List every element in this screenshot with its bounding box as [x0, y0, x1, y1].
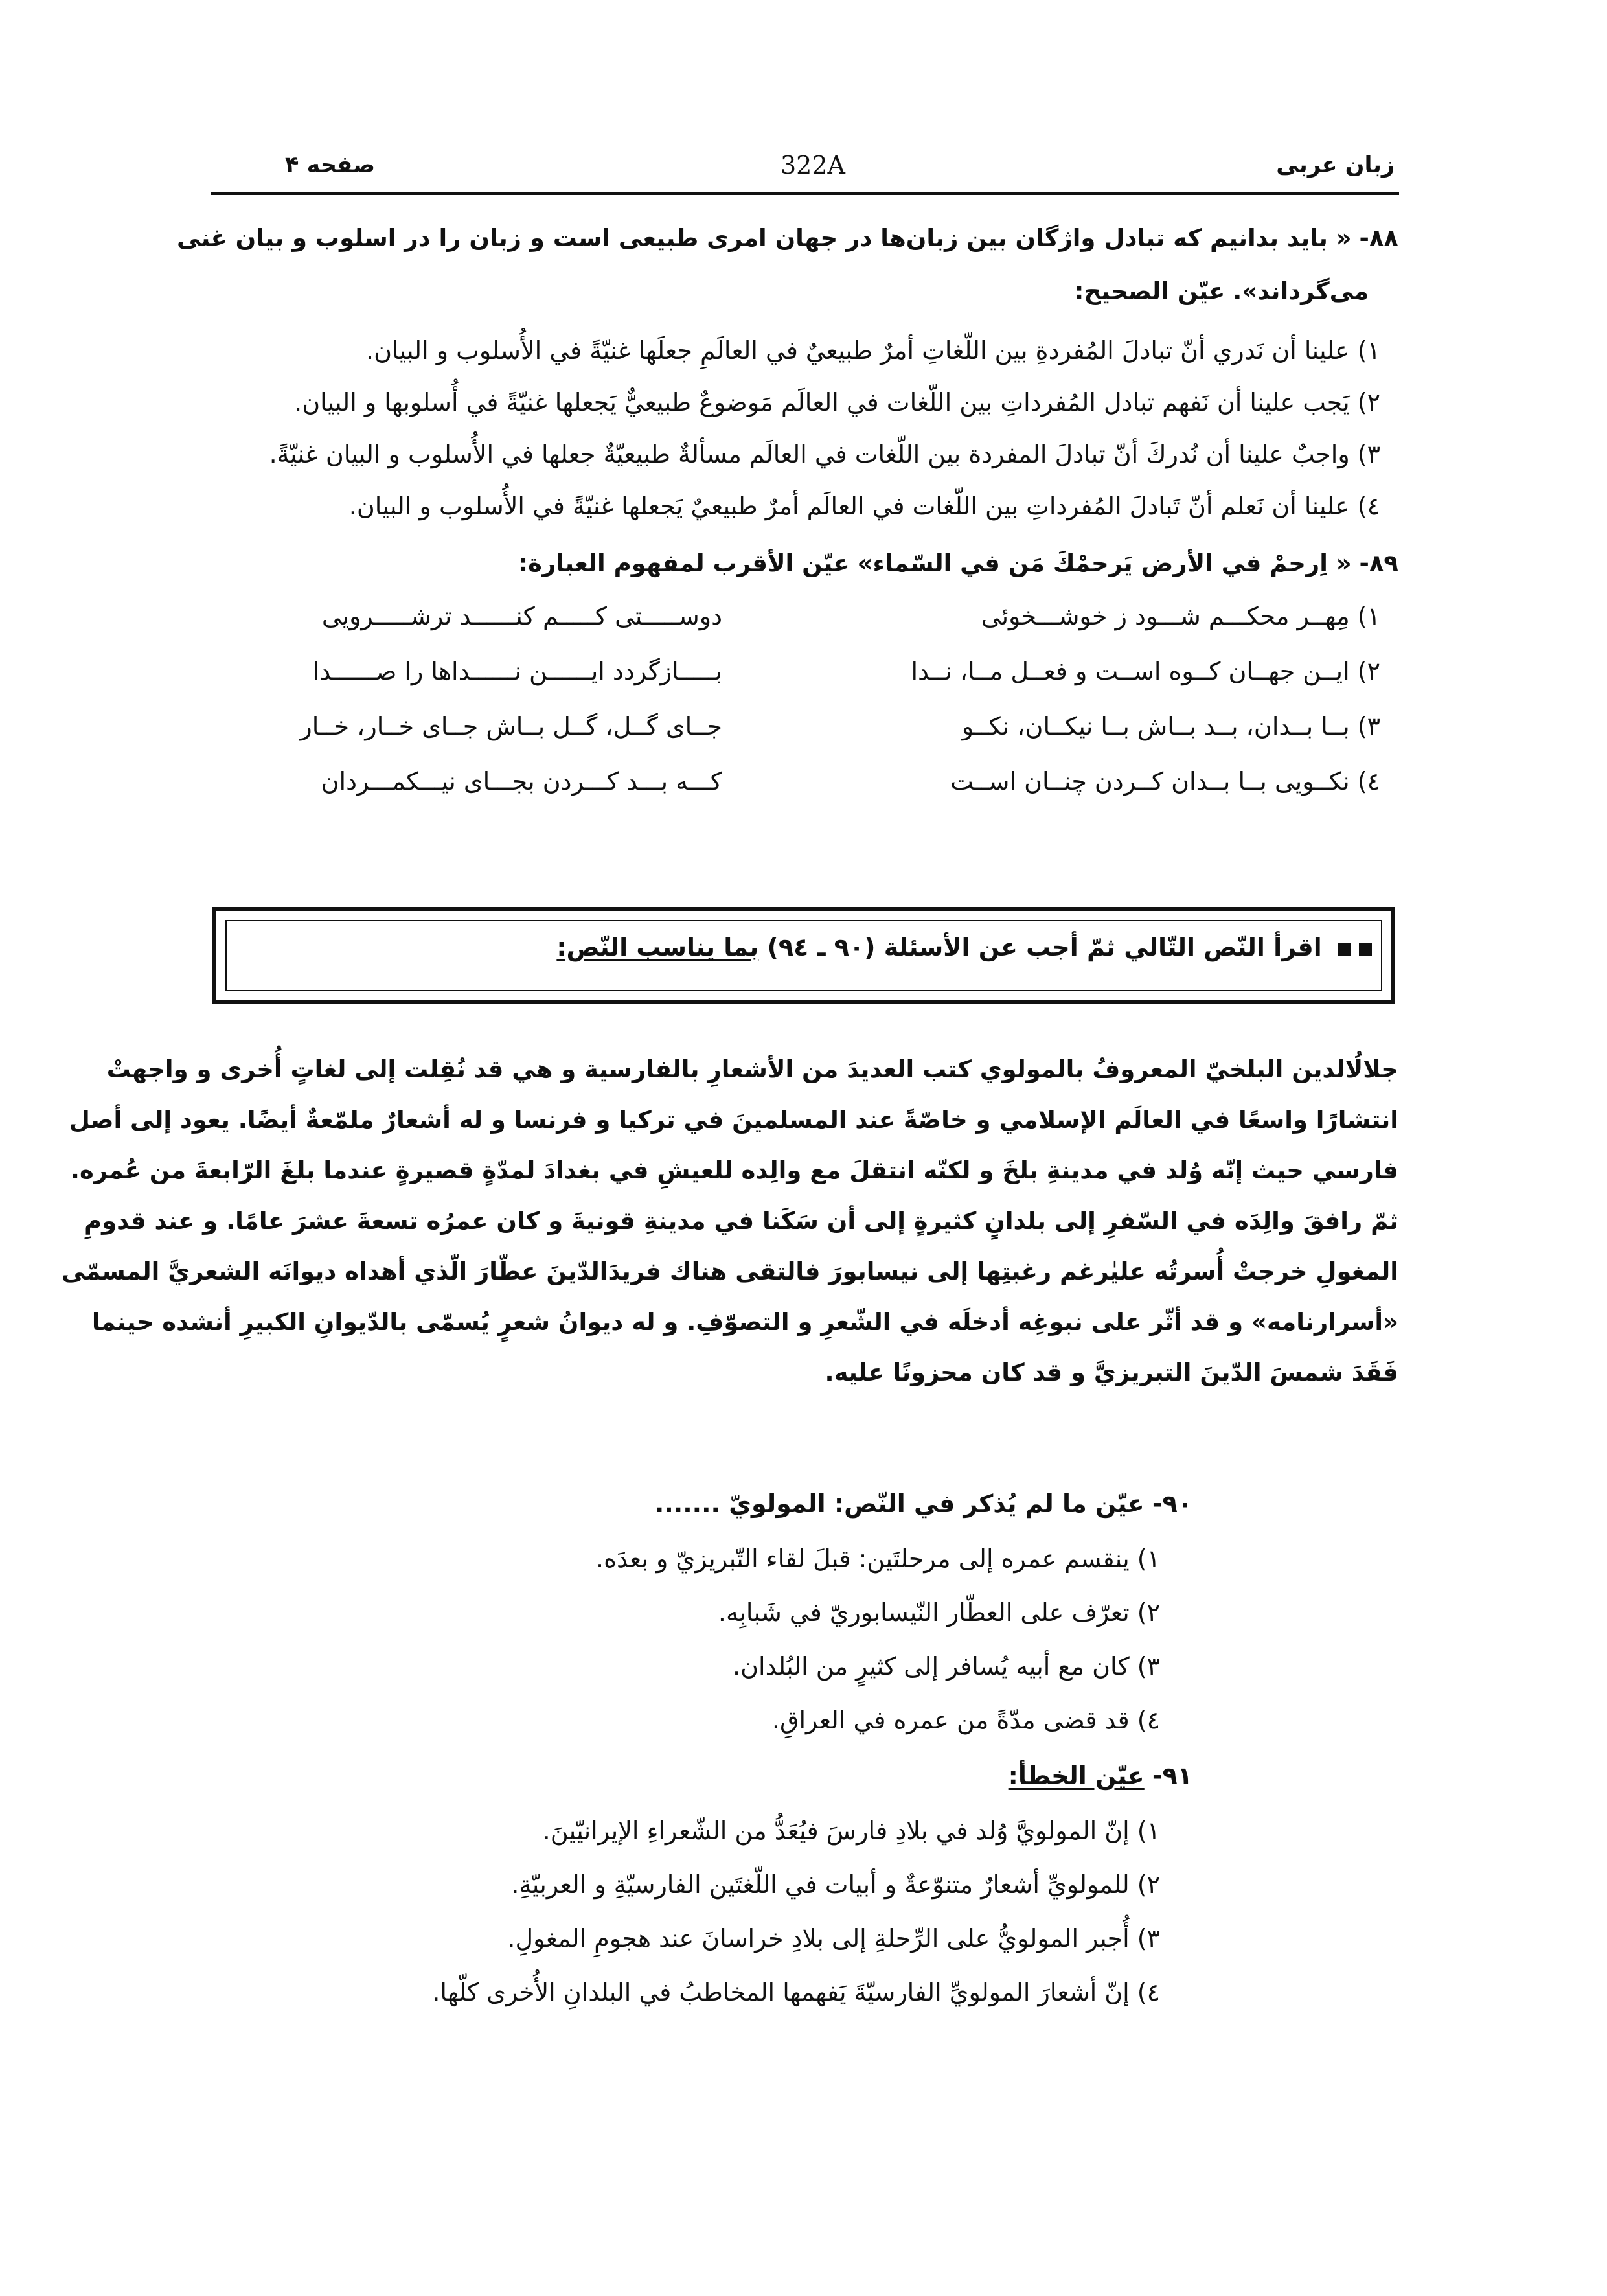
passage-line: جلالُالدین البلخيّ المعروفُ بالمولوي کتب العدیدَ من الأشعارِ بالفارسیة و هي قد نُقِلت إلی لغاتٍ أُخری و واجهتْ	[106, 1055, 1398, 1083]
q89-option-3[interactable]: ٣) بــا بــدان، بــد بــاش بــا نیکــان، نکــو	[961, 712, 1380, 740]
q91-stem-text: عیّن الخطأ:	[1008, 1762, 1145, 1790]
passage-line: انتشارًا واسعًا في العالَم الإسلامي و خاصّةً عند المسلمینَ في ترکیا و فرنسا و له أشعارٌ ملمّعةٌ أیضًا. یعود إلی أصل	[69, 1106, 1398, 1134]
q90-option-2[interactable]: ٢) تعرّف علی العطّار النّیسابوريّ في شَبابِه.	[718, 1598, 1160, 1627]
q91-option-2[interactable]: ٢) للمولويِّ أشعارٌ متنوّعةٌ و أبیات في اللّغتَین الفارسیّةِ و العربیّةِ.	[511, 1870, 1160, 1899]
q88-stem-line1	[177, 219, 1398, 258]
q89-option-1-verse2: دوســـــتی کـــــم کنــــــد ترشـــــرویی	[321, 602, 722, 630]
subject-title: زبان عربی	[1276, 152, 1395, 178]
q89-option-4-verse2: کـــه بـــد کـــردن بجـــای نیـــکمـــردان	[321, 767, 722, 796]
q90-option-3[interactable]: ٣) کان مع أبیه یُسافر إلی کثیرٍ من البُلدان.	[733, 1652, 1160, 1681]
q91-option-1[interactable]: ١) إنّ المولويَّ وُلد في بلادِ فارسَ فیُعَدُّ من الشّعراءِ الإیرانیّینَ.	[542, 1817, 1160, 1845]
instruction-text	[556, 933, 1372, 961]
q88-option-4[interactable]: ٤) علینا أن نَعلم أنّ تَبادلَ المُفرداتِ بین اللّغات في العالَم أمرٌ طبیعيٌ یَجعلها غنیّةً في الأُسلوب و البیان.	[348, 492, 1380, 520]
q89-option-1[interactable]: ١) مِهــر محکـــم شـــود ز خوشـــخوئی	[981, 602, 1380, 630]
q89-option-4[interactable]: ٤) نکــویی بــا بــدان کــردن چنــان اســت	[950, 767, 1380, 796]
q88-number: ۸۸-	[1359, 224, 1398, 252]
q89-option-2-verse2: بـــــازگردد ایــــــن نــــــداها را صــــــدا	[312, 657, 722, 685]
q89-option-3-verse2: جــای گــل، گــل بــاش جــای خــار، خــار	[300, 712, 722, 740]
q88-option-2[interactable]: ٢) یَجب علینا أن نَفهم تبادل المُفرداتِ بین اللّغات في العالَم مَوضوعٌ طبیعيٌّ یَجعلها غنیّةً في أُسلوبها و البیان.	[294, 388, 1380, 417]
instruction-box	[212, 907, 1395, 1004]
q91-option-3[interactable]: ٣) أُجبر المولويُّ علی الرِّحلةِ إلی بلادِ خراسانَ عند هجومِ المغولِ.	[507, 1924, 1160, 1953]
reading-passage	[62, 1044, 1398, 1398]
passage-line: «أسرارنامه» و قد أثّر علی نبوغِه أدخلَه في الشّعرِ و التصوّفِ. و له دیوانُ شعرٍ یُسمّی بالدّیوانِ الکبیرِ أنشده حینما	[91, 1308, 1398, 1336]
q88-instruction: عیّن الصحیح:	[1074, 277, 1225, 305]
instruction-text-underlined: بما یناسب النّص:	[556, 933, 759, 961]
q90-option-4[interactable]: ٤) قد قضی مدّةً من عمره في العراقِ.	[771, 1706, 1160, 1734]
q91-number: ۹۱-	[1152, 1762, 1192, 1790]
q91-option-4[interactable]: ٤) إنّ أشعارَ المولويِّ الفارسیّةَ یَفهمها المخاطبُ في البلدانِ الأُخری کلّها.	[432, 1978, 1160, 2006]
q88-stem-text: « باید بدانیم که تبادل واژگان بین زبان‌ها در جهان امری طبیعی است و زبان را در اسلوب و بیان غنی	[176, 224, 1352, 252]
passage-line: ثمّ رافقَ والِدَه في السّفرِ إلی بلدانٍ کثیرةٍ إلی أن سَکَنا في مدینةِ قونیةَ و کان عمرُه تسعةَ عشرَ عامًا. و عند قدومِ	[84, 1207, 1398, 1235]
q88-stem-line2	[1075, 272, 1369, 311]
q90-stem	[655, 1484, 1192, 1524]
square-bullet-icon	[1359, 943, 1372, 956]
square-bullet-icon	[1338, 943, 1351, 956]
q89-stem	[518, 544, 1398, 583]
q88-stem-end: می‌گرداند».	[1233, 277, 1369, 305]
q89-quote: « اِرحمْ في الأرض یَرحمْكَ مَن في السّماء»	[857, 549, 1352, 577]
passage-line: فَقَدَ شمسَ الدّینَ التبریزيَّ و قد کان محزونًا علیه.	[825, 1359, 1398, 1386]
passage-line: فارسي حیث إنّه وُلد في مدینةِ بلخَ و لکنّه انتقلَ مع والِده للعیشِ في بغدادَ لمدّةٍ قصیرةٍ عندما بلغَ الرّابعةَ من عُمره.	[70, 1156, 1398, 1184]
q88-option-3[interactable]: ٣) واجبٌ علینا أن نُدركَ أنّ تبادلَ المفردة بین اللّغات في العالَم مسألةٌ طبیعیّةٌ جعلها في الأُسلوب و البیان غنیّةً.	[269, 440, 1380, 468]
q89-instruction: عیّن الأقرب لمفهوم العبارة:	[518, 549, 850, 577]
exam-code: 322A	[781, 151, 845, 179]
q89-option-2[interactable]: ٢) ایــن جهــان کــوه اســت و فعــل مــا، نــدا	[911, 657, 1380, 685]
q90-option-1[interactable]: ١) ینقسم عمره إلی مرحلتَین: قبلَ لقاء التّبریزيّ و بعدَه.	[596, 1544, 1160, 1573]
page-number: صفحه ۴	[285, 152, 376, 178]
q90-number: ۹۰-	[1152, 1489, 1192, 1518]
q88-option-1[interactable]: ١) علینا أن نَدري أنّ تبادلَ المُفردةِ بین اللّغاتِ أمرٌ طبیعيٌ في العالَمِ جعلَها غنیّةً في الأُسلوب و البیان.	[366, 336, 1380, 365]
instruction-text-main: اقرأ النّص التّالي ثمّ أجب عن الأسئلة (٩٠ ـ ٩٤)	[767, 933, 1322, 961]
header-divider	[211, 192, 1399, 195]
q89-number: ۸۹-	[1359, 549, 1398, 577]
passage-line: المغولِ خرجتْ أُسرتُه علیٰرغم رغبتِها إلی نیسابورَ فالتقی هناك فریدَالدّینَ عطّارَ الّذي أهداه دیوانَه الشعريَّ المسمّی	[62, 1257, 1398, 1285]
q90-stem-text: عیّن ما لم یُذکر في النّص: المولويّ .......	[654, 1489, 1145, 1518]
q91-stem	[1009, 1756, 1192, 1796]
